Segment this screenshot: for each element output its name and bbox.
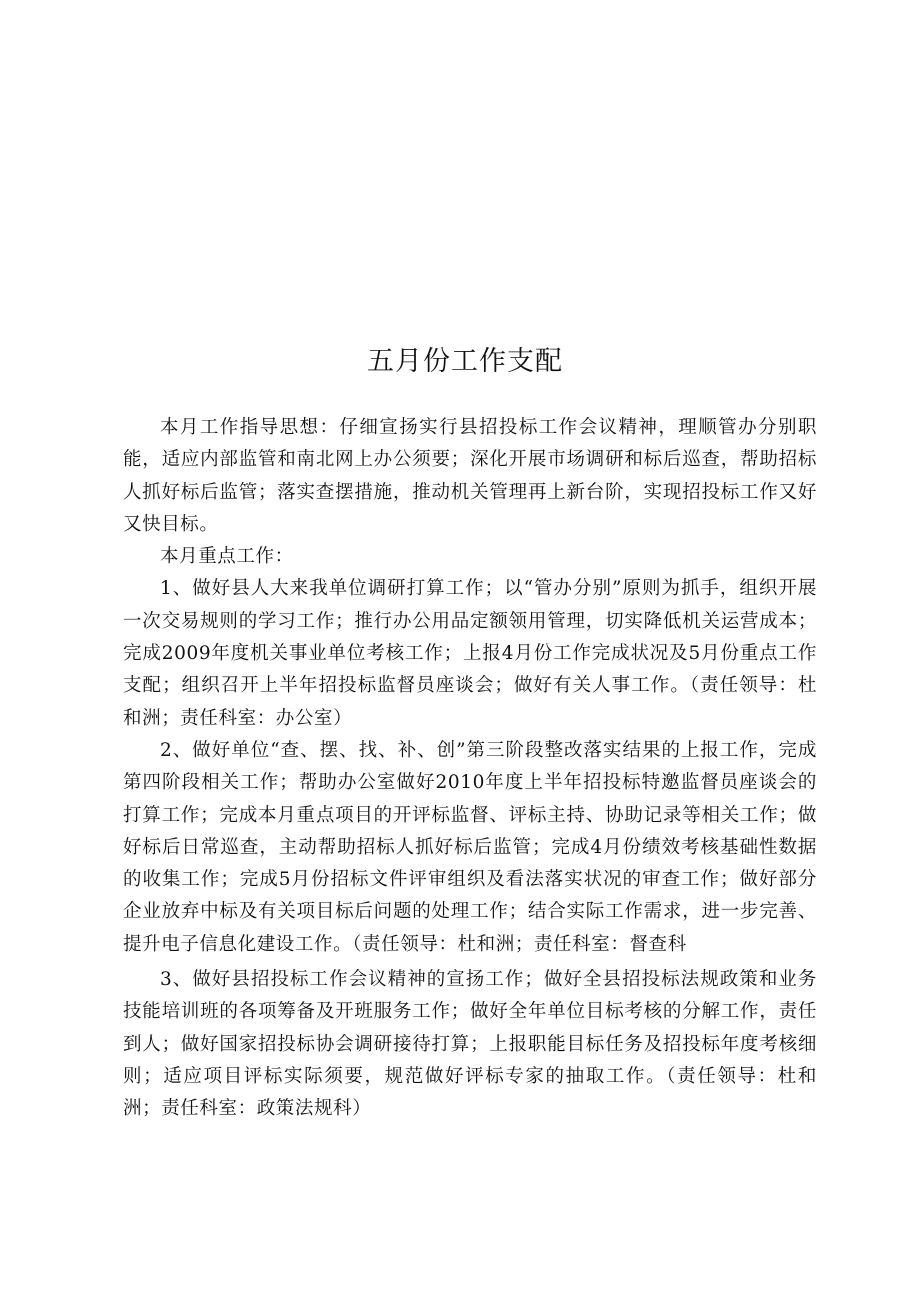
work-item-2: 2、做好单位“查、摆、找、补、创”第三阶段整改落实结果的上报工作，完成第四阶段相关工作；帮助办公室做好2010年度上半年招投标特邀监督员座谈会的打算工作；完成本月重点项目的开评标监督、评标主持、协助记录等相关工作；做好标后日常巡查，主动帮助招标人抓好标后监管；完成4月份绩效考核基础性数据的收集工作；完成5月份招标文件评审组织及看法落实状况的审查工作；做好部分企业放弃中标及有关项目标后问题的处理工作；结合实际工作需求，进一步完善、提升电子信息化建设工作。（责任领导：杜和洲；责任科室：督查科 (123, 739, 817, 955)
work-item-1: 1、做好县人大来我单位调研打算工作；以“管办分别”原则为抓手，组织开展一次交易规则的学习工作；推行办公用品定额领用管理，切实降低机关运营成本；完成2009年度机关事业单位考核工作；上报4月份工作完成状况及5月份重点工作支配；组织召开上半年招投标监督员座谈会；做好有关人事工作。（责任领导：杜和洲；责任科室：办公室） (123, 578, 817, 729)
document-title: 五月份工作支配 (367, 346, 563, 377)
document-body (123, 412, 817, 1126)
guiding-thought-paragraph: 本月工作指导思想：仔细宣扬实行县招投标工作会议精神，理顺管办分别职能，适应内部监管和南北网上办公须要；深化开展市场调研和标后巡查，帮助招标人抓好标后监管；落实查摆措施，推动机关管理再上新台阶，实现招投标工作又好又快目标。 (123, 417, 817, 535)
key-work-heading: 本月重点工作： (160, 546, 294, 568)
work-item-3: 3、做好县招投标工作会议精神的宣扬工作；做好全县招投标法规政策和业务技能培训班的各项筹备及开班服务工作；做好全年单位目标考核的分解工作，责任到人；做好国家招投标协会调研接待打算；上报职能目标任务及招投标年度考核细则；适应项目评标实际须要，规范做好评标专家的抽取工作。（责任领导：杜和洲；责任科室：政策法规科） (123, 969, 817, 1120)
